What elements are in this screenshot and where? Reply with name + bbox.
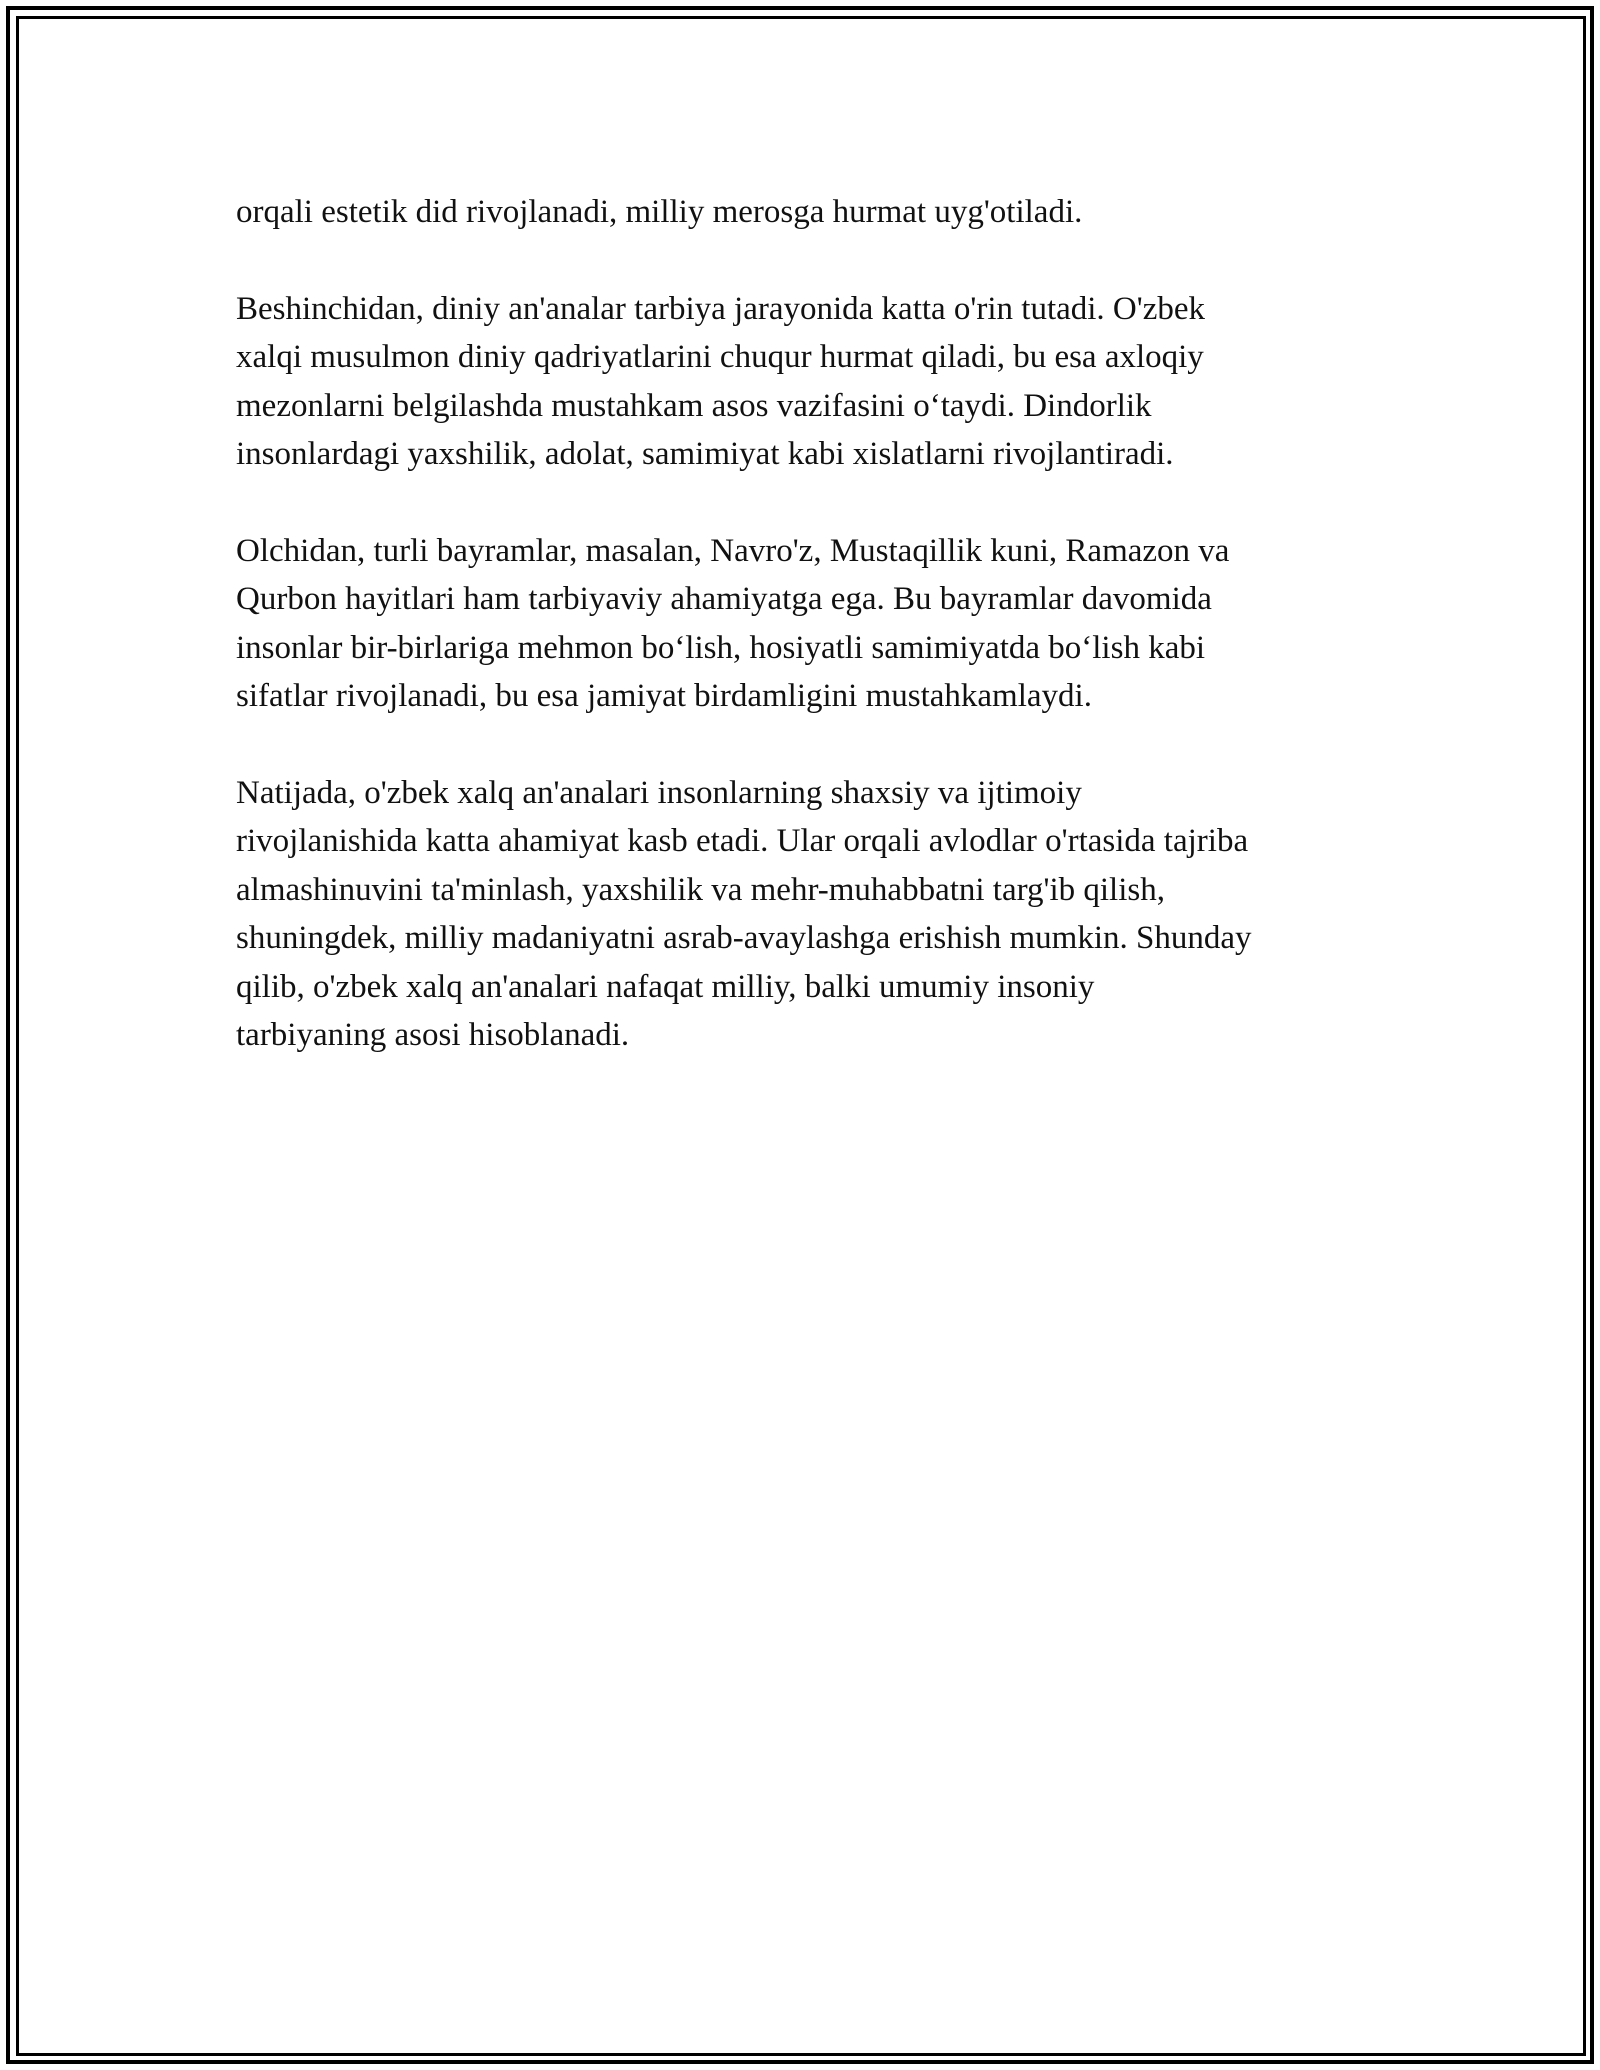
paragraph-4: Natijada, o'zbek xalq an'analari insonlarning shaxsiy va ijtimoiy rivojlanishida katta ahamiyat kasb etadi. Ular orqali avlodlar o'rtasida tajriba almashinuvini ta'minlash, yaxshilik va mehr-muhabbatni targ'ib qilish, shuningdek, milliy madaniyatni asrab-avaylashga erishish mumkin. Shunday qilib, o'zbek xalq an'analari nafaqat milliy, balki umumiy insoniy tarbiyaning asosi hisoblanadi. [236, 774, 1252, 1053]
paragraph-2: Beshinchidan, diniy an'analar tarbiya jarayonida katta o'rin tutadi. O'zbek xalqi musulmon diniy qadriyatlarini chuqur hurmat qiladi, bu esa axloqiy mezonlarni belgilashda mustahkam asos vazifasini o‘taydi. Dindorlik insonlardagi yaxshilik, adolat, samimiyat kabi xislatlarni rivojlantiradi. [236, 290, 1206, 472]
paragraph-3: Olchidan, turli bayramlar, masalan, Navro'z, Mustaqillik kuni, Ramazon va Qurbon hayitlari ham tarbiyaviy ahamiyatga ega. Bu bayramlar davomida insonlar bir-birlariga mehmon bo‘lish, hosiyatli samimiyatda bo‘lish kabi sifatlar rivojlanadi, bu esa jamiyat birdamligini mustahkamlaydi. [236, 532, 1230, 714]
paragraph-1: orqali estetik did rivojlanadi, milliy merosga hurmat uyg'otiladi. [236, 194, 1083, 230]
document-body [236, 188, 1396, 1108]
